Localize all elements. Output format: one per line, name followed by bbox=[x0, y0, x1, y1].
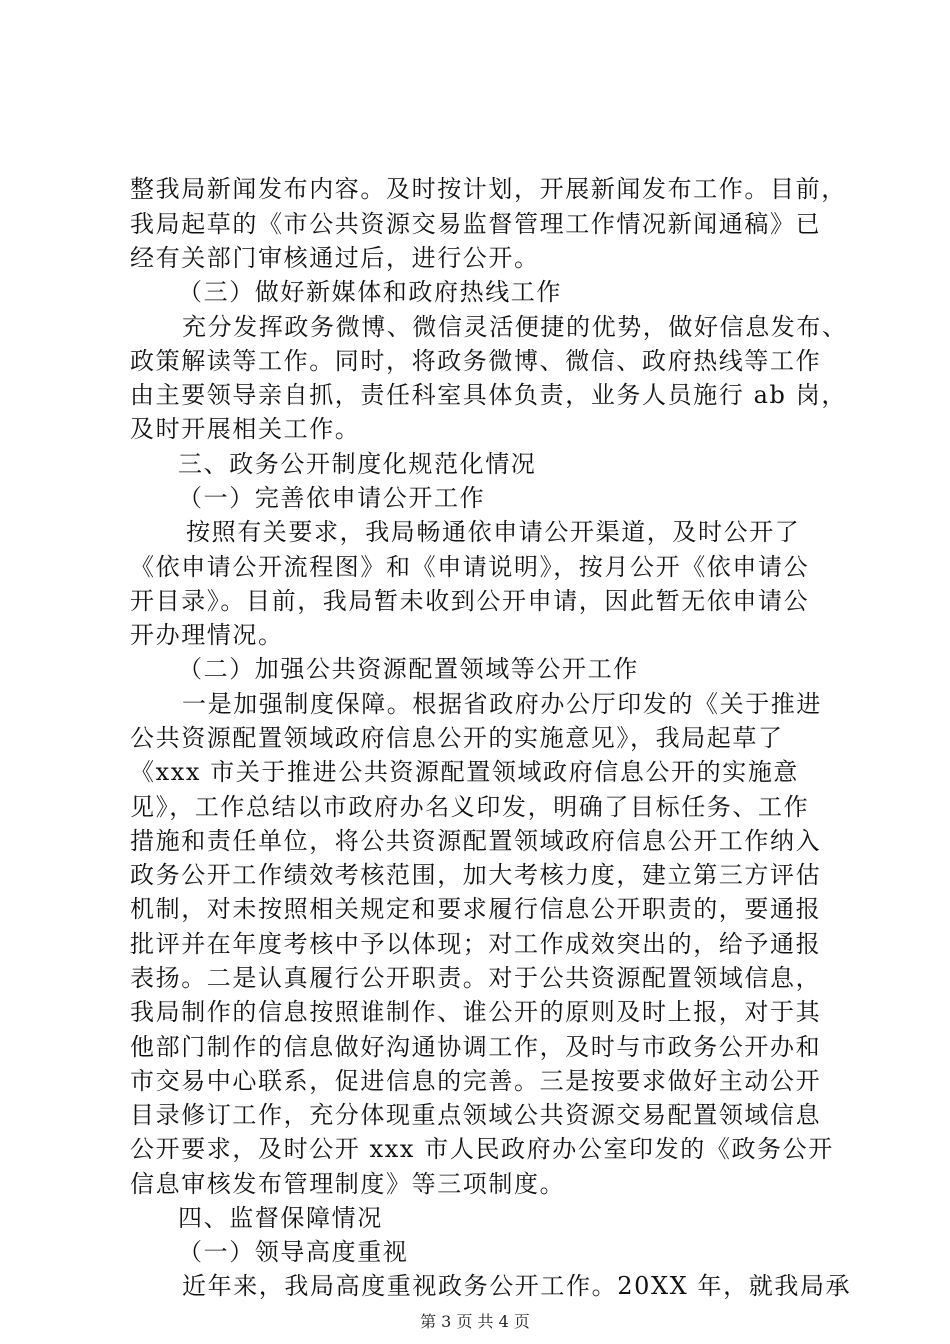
body-text-line: 他部门制作的信息做好沟通协调工作，及时与市政务公开办和 bbox=[130, 1033, 822, 1061]
section-heading: （三）做好新媒体和政府热线工作 bbox=[178, 278, 562, 306]
section-heading: （一）完善依申请公开工作 bbox=[178, 484, 486, 512]
body-text-line: 开办理情况。 bbox=[130, 621, 284, 649]
body-text-line: 由主要领导亲自抓，责任科室具体负责，业务人员施行 ab 岗， bbox=[130, 381, 847, 409]
body-text-line: 政策解读等工作。同时，将政务微博、微信、政府热线等工作 bbox=[130, 347, 822, 375]
body-text-line: 经有关部门审核通过后，进行公开。 bbox=[130, 244, 540, 272]
body-text-line: 政务公开工作绩效考核范围，加大考核力度，建立第三方评估 bbox=[130, 861, 822, 889]
body-text-line: 市交易中心联系，促进信息的完善。三是按要求做好主动公开 bbox=[130, 1067, 822, 1095]
body-text-line: 见》，工作总结以市政府办名义印发，明确了目标任务、工作 bbox=[130, 793, 810, 821]
body-text-line: 机制，对未按照相关规定和要求履行信息公开职责的，要通报 bbox=[130, 895, 822, 923]
body-text-line: 整我局新闻发布内容。及时按计划，开展新闻发布工作。目前， bbox=[130, 175, 847, 203]
section-heading: （一）领导高度重视 bbox=[178, 1238, 409, 1266]
body-text-line: 开目录》。目前，我局暂未收到公开申请，因此暂无依申请公 bbox=[130, 587, 810, 615]
body-text-line: 及时开展相关工作。 bbox=[130, 415, 361, 443]
section-heading: （二）加强公共资源配置领域等公开工作 bbox=[178, 655, 639, 683]
body-text-line: 一是加强制度保障。根据省政府办公厅印发的《关于推进 bbox=[182, 690, 822, 718]
body-text-line: 我局起草的《市公共资源交易监督管理工作情况新闻通稿》已 bbox=[130, 210, 822, 238]
body-text-line: 批评并在年度考核中予以体现；对工作成效突出的，给予通报 bbox=[130, 930, 822, 958]
body-text-line: 措施和责任单位，将公共资源配置领域政府信息公开工作纳入 bbox=[130, 827, 822, 855]
body-text-line: 《依申请公开流程图》和《申请说明》，按月公开《依申请公 bbox=[130, 553, 810, 581]
body-text-line: 按照有关要求，我局畅通依申请公开渠道，及时公开了 bbox=[186, 518, 801, 546]
chapter-heading: 四、监督保障情况 bbox=[178, 1204, 383, 1232]
body-text-line: 我局制作的信息按照谁制作、谁公开的原则及时上报，对于其 bbox=[130, 998, 822, 1026]
body-text-line: 近年来，我局高度重视政务公开工作。20XX 年，就我局承 bbox=[182, 1272, 852, 1300]
chapter-heading: 三、政务公开制度化规范化情况 bbox=[178, 450, 537, 478]
body-text-line: 《xxx 市关于推进公共资源配置领域政府信息公开的实施意 bbox=[130, 758, 800, 786]
body-text-line: 公共资源配置领域政府信息公开的实施意见》，我局起草了 bbox=[130, 724, 784, 752]
body-text-line: 目录修订工作，充分体现重点领域公共资源交易配置领域信息 bbox=[130, 1101, 822, 1129]
body-text-line: 公开要求，及时公开 xxx 市人民政府办公室印发的《政务公开 bbox=[130, 1135, 834, 1163]
body-text-line: 信息审核发布管理制度》等三项制度。 bbox=[130, 1170, 566, 1198]
body-text-line: 充分发挥政务微博、微信灵活便捷的优势，做好信息发布、 bbox=[182, 313, 848, 341]
body-text-line: 表扬。二是认真履行公开职责。对于公共资源配置领域信息， bbox=[130, 964, 822, 992]
page-number-footer: 第 3 页 共 4 页 bbox=[420, 1312, 530, 1331]
